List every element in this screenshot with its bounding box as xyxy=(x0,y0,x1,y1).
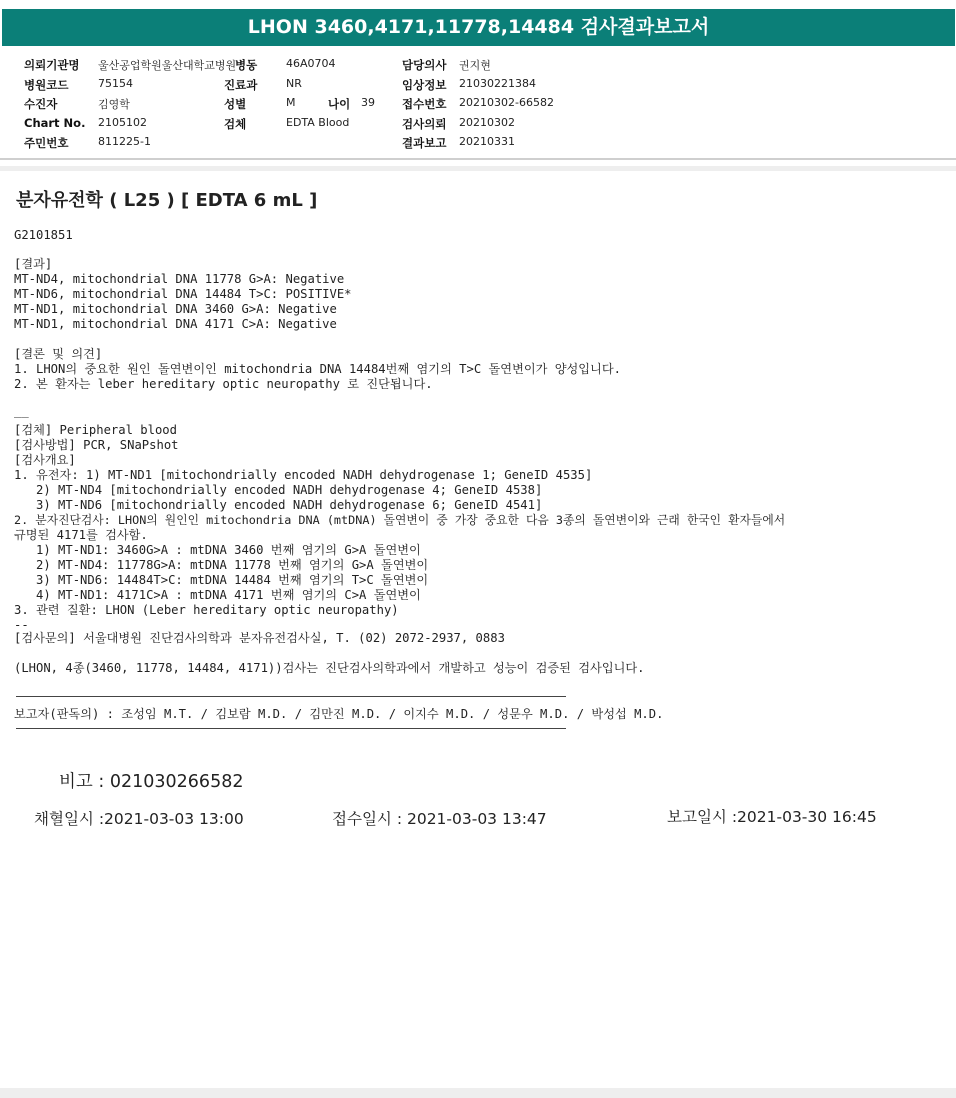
detail-line: 3) MT-ND6: 14484T>C: mtDNA 14484 번째 염기의 T>C 돌연변이 xyxy=(14,573,429,587)
inquiry-line: [검사문의] 서울대병원 진단검사의학과 분자유전검사실, T. (02) 2072-2937, 0883 xyxy=(14,631,505,645)
remark-value: 021030266582 xyxy=(109,772,244,792)
specimen-id: G2101851 xyxy=(14,228,73,242)
detail-line: 1. 유전자: 1) MT-ND1 [mitochondrially encoded NADH dehydrogenase 1; GeneID 4535] xyxy=(14,468,593,482)
value-test-request: 20210302 xyxy=(459,116,515,129)
label-sex: 성별 xyxy=(224,97,247,111)
detail-line: 2) MT-ND4: 11778G>A: mtDNA 11778 번째 염기의 G>A 돌연변이 xyxy=(14,558,429,572)
report-title: LHON 3460,4171,11778,14484 검사결과보고서 xyxy=(2,9,955,46)
remark-label: 비고 : xyxy=(59,772,105,792)
result-line: MT-ND1, mitochondrial DNA 4171 C>A: Negative xyxy=(14,317,337,331)
value-resident-number: 811225-1 xyxy=(98,135,151,148)
result-line: MT-ND6, mitochondrial DNA 14484 T>C: POSITIVE* xyxy=(14,287,352,301)
detail-line: 3. 관련 질환: LHON (Leber hereditary optic neuropathy) xyxy=(14,603,399,617)
label-hospital-code: 병원코드 xyxy=(24,78,69,92)
conclusion-heading: [결론 및 의견] xyxy=(14,347,103,361)
detail-line: -- xyxy=(14,618,29,632)
label-specimen: 검체 xyxy=(224,117,247,131)
label-chart-no: Chart No. xyxy=(24,116,86,130)
bottom-bar xyxy=(0,1088,956,1098)
value-age: 39 xyxy=(361,96,375,109)
value-specimen: EDTA Blood xyxy=(286,116,350,129)
result-heading: [결과] xyxy=(14,257,53,271)
collected-datetime: 채혈일시 :2021-03-03 13:00 xyxy=(34,810,244,828)
label-department: 진료과 xyxy=(224,78,258,92)
label-patient: 수진자 xyxy=(24,97,58,111)
result-line: MT-ND1, mitochondrial DNA 3460 G>A: Negative xyxy=(14,302,337,316)
test-details-block xyxy=(14,423,785,633)
divider-line xyxy=(16,696,566,697)
divider-line xyxy=(16,728,566,729)
detail-line: [검체] Peripheral blood xyxy=(14,423,177,437)
reporters-line: 보고자(판독의) : 조성임 M.T. / 김보람 M.D. / 김만진 M.D. / 이지수 M.D. / 성문우 M.D. / 박성섭 M.D. xyxy=(14,707,664,721)
patient-info-header xyxy=(2,46,955,158)
section-title: 분자유전학 ( L25 ) [ EDTA 6 mL ] xyxy=(16,190,318,211)
value-requesting-institution: 울산공업학원울산대학교병원 xyxy=(98,59,237,72)
conclusion-line: 2. 본 환자는 leber hereditary optic neuropathy 로 진단됩니다. xyxy=(14,377,433,391)
detail-line: 4) MT-ND1: 4171C>A : mtDNA 4171 번째 염기의 C>A 돌연변이 xyxy=(14,588,421,602)
detail-line: 1) MT-ND1: 3460G>A : mtDNA 3460 번째 염기의 G>A 돌연변이 xyxy=(14,543,421,557)
header-divider xyxy=(0,158,956,160)
label-result-report: 결과보고 xyxy=(402,136,447,150)
value-department: NR xyxy=(286,77,302,90)
value-chart-no: 2105102 xyxy=(98,116,147,129)
reported-datetime: 보고일시 :2021-03-30 16:45 xyxy=(667,808,877,826)
value-result-report: 20210331 xyxy=(459,135,515,148)
label-resident-number: 주민번호 xyxy=(24,136,69,150)
label-test-request: 검사의뢰 xyxy=(402,117,447,131)
value-hospital-code: 75154 xyxy=(98,77,133,90)
value-sex: M xyxy=(286,96,296,109)
label-age: 나이 xyxy=(328,97,351,111)
short-separator: __ xyxy=(14,404,29,418)
received-datetime: 접수일시 : 2021-03-03 13:47 xyxy=(332,810,547,828)
label-requesting-institution: 의뢰기관명 xyxy=(24,58,80,72)
validation-note: (LHON, 4종(3460, 11778, 14484, 4171))검사는 진단검사의학과에서 개발하고 성능이 검증된 검사입니다. xyxy=(14,661,645,675)
value-ward: 46A0704 xyxy=(286,57,336,70)
detail-line: [검사방법] PCR, SNaPshot xyxy=(14,438,179,452)
result-block xyxy=(14,257,352,332)
conclusion-line: 1. LHON의 중요한 원인 돌연변이인 mitochondria DNA 14484번째 염기의 T>C 돌연변이가 양성입니다. xyxy=(14,362,621,376)
conclusion-block xyxy=(14,347,621,392)
value-patient: 김영학 xyxy=(98,98,130,111)
label-doctor: 담당의사 xyxy=(402,58,447,72)
detail-line: 2) MT-ND4 [mitochondrially encoded NADH dehydrogenase 4; GeneID 4538] xyxy=(14,483,543,497)
detail-line: [검사개요] xyxy=(14,453,76,467)
detail-line: 3) MT-ND6 [mitochondrially encoded NADH dehydrogenase 6; GeneID 4541] xyxy=(14,498,543,512)
detail-line: 규명된 4171를 검사함. xyxy=(14,528,148,542)
detail-line: 2. 분자진단검사: LHON의 원인인 mitochondria DNA (mtDNA) 돌연변이 중 가장 중요한 다음 3종의 돌연변이와 근래 한국인 환자들에서 xyxy=(14,513,786,527)
label-ward: 병동 xyxy=(235,58,258,72)
label-receipt-number: 접수번호 xyxy=(402,97,447,111)
value-doctor: 권지현 xyxy=(459,59,491,72)
remark xyxy=(59,768,243,793)
header-shadow xyxy=(0,166,956,171)
label-clinical-info: 임상정보 xyxy=(402,78,447,92)
value-clinical-info: 21030221384 xyxy=(459,77,536,90)
value-receipt-number: 20210302-66582 xyxy=(459,96,554,109)
result-line: MT-ND4, mitochondrial DNA 11778 G>A: Negative xyxy=(14,272,345,286)
